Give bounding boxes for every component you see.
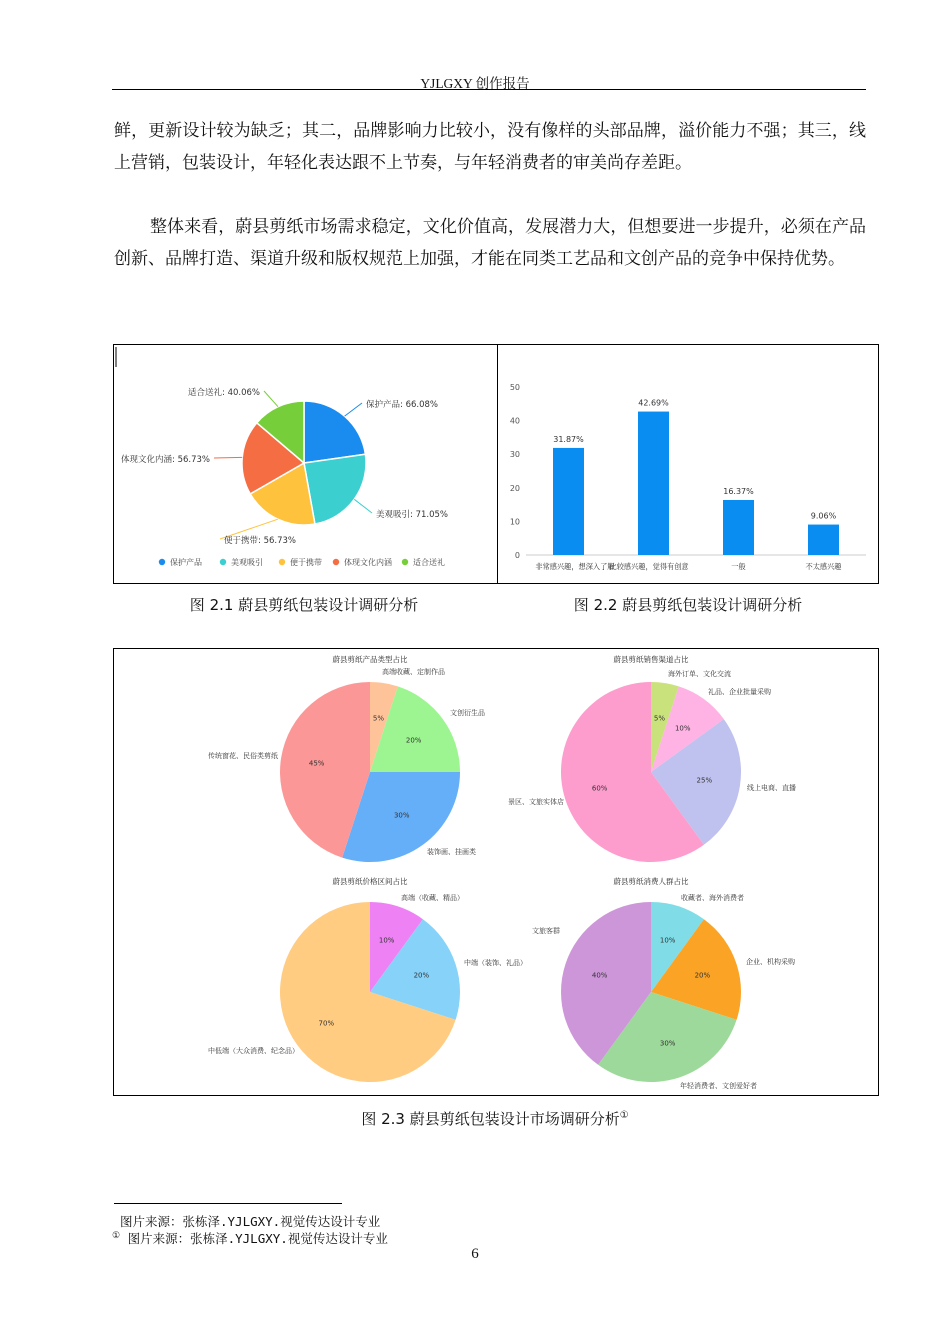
callout-line-3 <box>214 457 242 458</box>
pie-2-category-0: 高端（收藏、精品） <box>401 894 464 902</box>
pie-0-value-0: 5% <box>372 714 385 723</box>
pie-3-value-3: 40% <box>591 971 608 980</box>
bar-value-label-0: 31.87% <box>553 434 584 444</box>
bar-value-label-3: 9.06% <box>810 511 837 521</box>
paragraph-1: 鲜，更新设计较为缺乏；其二，品牌影响力比较小，没有像样的头部品牌，溢价能力不强；其三，线上营销，包装设计，年轻化表达跟不上节奏，与年轻消费者的审美尚存差距。 <box>114 121 866 173</box>
pie-2-value-1: 20% <box>413 971 430 980</box>
bar-value-label-2: 16.37% <box>723 486 754 496</box>
pie-3-value-2: 30% <box>659 1039 676 1048</box>
pie-0-value-1: 20% <box>405 736 422 745</box>
legend-marker-2 <box>279 559 285 565</box>
x-tick-0: 非常感兴趣，想深入了解 <box>535 562 615 571</box>
y-tick-1: 10 <box>509 517 520 527</box>
x-tick-3: 不太感兴趣 <box>805 562 842 571</box>
y-tick-3: 30 <box>509 450 520 460</box>
header-rule <box>112 89 866 90</box>
bar-3 <box>808 525 839 555</box>
legend-label-2: 便于携带 <box>290 558 322 567</box>
slice-label-3: 体现文化内涵: 56.73% <box>121 455 210 465</box>
pie-3-value-0: 10% <box>659 936 676 945</box>
footnote-2-text: 图片来源：张栋泽.YJLGXY.视觉传达设计专业 <box>127 1231 388 1246</box>
pie-1-value-1: 10% <box>674 724 691 733</box>
pie-3-category-2: 年轻消费者、文创爱好者 <box>680 1082 757 1090</box>
legend-label-1: 美观吸引 <box>231 558 263 567</box>
bar-chart-interest-level <box>498 345 878 583</box>
footnote-1: 图片来源：张栋泽.YJLGXY.视觉传达设计专业 <box>120 1214 381 1229</box>
pie-2-value-2: 70% <box>318 1019 335 1028</box>
pie-title-1: 蔚县剪纸销售渠道占比 <box>613 655 689 664</box>
pie-3-value-1: 20% <box>694 971 711 980</box>
pie-3-category-0: 收藏者、海外消费者 <box>681 894 744 902</box>
y-tick-4: 40 <box>509 416 520 426</box>
pie-grid-market <box>114 649 878 1095</box>
pie-0-value-3: 45% <box>308 759 325 768</box>
footnote-rule <box>114 1203 342 1204</box>
pie-0-category-3: 传统窗花、民俗类剪纸 <box>208 752 278 760</box>
x-tick-1: 比较感兴趣，觉得有创意 <box>609 562 689 571</box>
legend-marker-4 <box>402 559 408 565</box>
pie-0-category-1: 文创衍生品 <box>450 709 485 717</box>
legend-label-4: 适合送礼 <box>413 558 445 567</box>
legend-label-3: 体现文化内涵 <box>344 558 392 567</box>
legend-marker-1 <box>220 559 226 565</box>
bar-2 <box>723 500 754 555</box>
page-number: 6 <box>471 1246 479 1262</box>
figure-row-top <box>113 344 879 584</box>
pie-0-category-2: 装饰画、挂画类 <box>427 848 476 856</box>
pie-1-category-3: 景区、文旅实体店 <box>508 798 564 806</box>
pie-3-category-1: 企业、机构采购 <box>746 958 795 966</box>
slice-label-4: 适合送礼: 40.06% <box>188 388 260 398</box>
bar-value-label-1: 42.69% <box>638 398 669 408</box>
pie-slice-0 <box>304 401 365 463</box>
y-tick-2: 20 <box>509 483 520 493</box>
pie-2-value-0: 10% <box>378 936 395 945</box>
legend-marker-3 <box>333 559 339 565</box>
pie-2-category-1: 中端（装饰、礼品） <box>464 959 527 967</box>
caption-fig-2-1: 图 2.1 蔚县剪纸包装设计调研分析 <box>189 596 419 614</box>
pie-1-value-0: 5% <box>653 714 666 723</box>
pie-title-2: 蔚县剪纸价格区间占比 <box>332 877 408 886</box>
pie-0-value-2: 30% <box>393 811 410 820</box>
footnote-mark: ① <box>619 1110 629 1121</box>
pie-title-0: 蔚县剪纸产品类型占比 <box>332 655 408 664</box>
caption-fig-2-2: 图 2.2 蔚县剪纸包装设计调研分析 <box>573 596 803 614</box>
caption-fig-2-3-text: 图 2.3 蔚县剪纸包装设计市场调研分析 <box>361 1110 620 1128</box>
pie-1-category-2: 线上电商、直播 <box>747 784 796 792</box>
pie-title-3: 蔚县剪纸消费人群占比 <box>613 877 689 886</box>
slice-label-2: 便于携带: 56.73% <box>224 536 296 546</box>
legend-label-0: 保护产品 <box>170 558 202 567</box>
slice-label-0: 保护产品: 66.08% <box>366 400 438 410</box>
pie-chart-packaging-function <box>114 345 496 583</box>
paragraph-2: 整体来看，蔚县剪纸市场需求稳定，文化价值高，发展潜力大，但想要进一步提升，必须在产品创新、品牌打造、渠道升级和版权规范上加强，才能在同类工艺品和文创产品的竞争中保持优势。 <box>114 217 866 269</box>
bar-0 <box>553 448 584 555</box>
legend-marker-0 <box>159 559 165 565</box>
callout-line-0 <box>345 403 362 416</box>
pie-1-value-3: 60% <box>591 784 608 793</box>
pie-1-value-2: 25% <box>696 776 713 785</box>
figure-market-research <box>113 648 879 1096</box>
caption-fig-2-3 <box>113 1108 877 1129</box>
pie-3-category-3: 文旅客群 <box>532 927 560 935</box>
callout-line-4 <box>264 391 278 407</box>
pie-0-category-0: 高端收藏、定制作品 <box>382 668 445 676</box>
y-tick-5: 50 <box>509 383 520 392</box>
bar-1 <box>638 412 669 555</box>
footnote-2 <box>112 1229 388 1247</box>
slice-label-1: 美观吸引: 71.05% <box>376 510 448 520</box>
pie-1-category-1: 礼品、企业批量采购 <box>708 688 771 696</box>
pie-1-category-0: 海外订单、文化交流 <box>668 670 731 678</box>
y-tick-0: 0 <box>514 551 520 560</box>
footnote-2-mark: ① <box>112 1230 121 1241</box>
callout-line-1 <box>354 499 372 513</box>
running-header: YJLGXY 创作报告 <box>420 76 530 91</box>
pie-2-category-2: 中低端（大众消费、纪念品） <box>208 1047 299 1055</box>
x-tick-2: 一般 <box>731 562 746 571</box>
